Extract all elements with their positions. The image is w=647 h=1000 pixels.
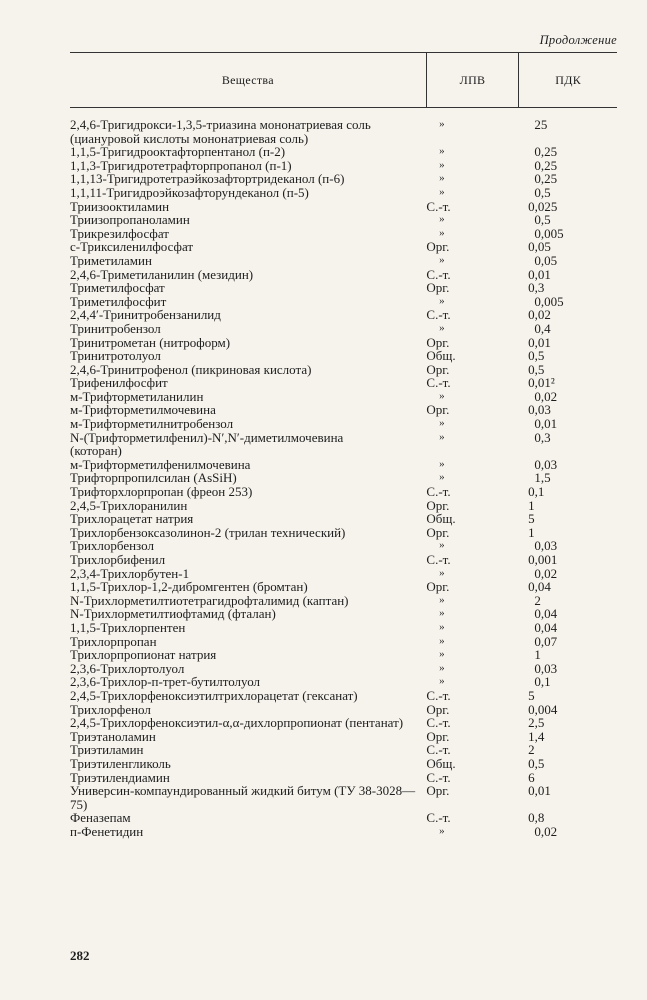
substance-name: с-Триксиленилфосфат — [70, 239, 194, 255]
table-row — [70, 662, 617, 676]
substance-name: 2,4,6-Тригидрокси-1,3,5-триазина мононатриевая соль (циануровой кислоты мононатриевая соль) — [70, 117, 371, 146]
pdk-value: 2,5 — [528, 715, 545, 731]
substance-name: N-Трихлорметилтиофтамид (фталан) — [70, 606, 276, 622]
lpv-value: Общ. — [426, 348, 456, 364]
substance-name: м-Трифторметилнитробензол — [70, 416, 234, 432]
lpv-value: » — [439, 620, 445, 633]
table-row — [70, 254, 617, 268]
substance-name: Трикрезилфосфат — [70, 225, 169, 241]
substance-name: 1,1,5-Трихлор-1,2-дибромгентен (бромтан) — [70, 579, 308, 595]
lpv-value: » — [439, 172, 445, 185]
substance-name: Тринитробензол — [70, 320, 161, 336]
table-row — [70, 227, 617, 241]
substance-name: Трихлорбифенил — [70, 552, 166, 567]
table-row — [70, 730, 617, 744]
lpv-value: » — [439, 158, 445, 171]
lpv-value: Орг. — [426, 497, 450, 513]
pdk-value: 0,1 — [528, 484, 545, 500]
pdk-value: 0,04 — [528, 579, 551, 595]
page-number: 282 — [70, 948, 90, 963]
continuation-label: Продолжение — [539, 33, 617, 47]
pdk-value: 0,03 — [528, 402, 551, 418]
lpv-value: Орг. — [426, 728, 450, 744]
table-row — [70, 403, 617, 417]
table-row — [70, 308, 617, 322]
lpv-value: » — [439, 648, 445, 661]
substance-name: п-Фенетидин — [70, 823, 144, 839]
lpv-value: С.-т. — [426, 742, 451, 758]
pdk-value: 2 — [528, 742, 535, 758]
lpv-value: Орг. — [426, 701, 450, 717]
pdk-value: 0,1 — [534, 674, 551, 690]
table-row — [70, 281, 617, 295]
pdk-value: 0,02 — [534, 565, 558, 581]
table-row — [70, 621, 617, 635]
pdk-value: 1,5 — [534, 470, 551, 486]
table-row — [70, 675, 617, 689]
lpv-value: Орг. — [426, 334, 450, 350]
table-row — [70, 458, 617, 472]
table-header — [70, 52, 617, 108]
lpv-value: » — [439, 675, 445, 688]
substance-name: Трифенилфосфит — [70, 375, 168, 391]
pdk-value: 0,5 — [528, 361, 545, 377]
table-row — [70, 512, 617, 526]
substance-name: N-Трихлорметилтиотетрагидрофталимид (каптан) — [70, 592, 349, 608]
pdk-value: 0,25 — [534, 144, 558, 160]
table-body — [70, 118, 617, 838]
pdk-value: 6 — [528, 769, 535, 785]
lpv-value: С.-т. — [426, 769, 451, 785]
lpv-value: С.-т. — [426, 484, 451, 500]
substance-name: Триметилфосфит — [70, 293, 167, 309]
substance-name: 2,4,4′-Тринитробензанилид — [70, 307, 221, 323]
table-row — [70, 186, 617, 200]
pdk-value: 0,8 — [528, 810, 545, 826]
substance-name: 2,4,6-Тринитрофенол (пикриновая кислота) — [70, 361, 312, 377]
table-row — [70, 363, 617, 377]
substance-name: Феназепам — [70, 810, 131, 826]
substance-name: 1,1,5-Тригидрооктафторпентанол (п-2) — [70, 144, 286, 160]
pdk-value: 5 — [528, 687, 535, 703]
substance-name: Тринитротолуол — [70, 348, 161, 364]
table-row — [70, 172, 617, 186]
lpv-value: Общ. — [426, 511, 456, 527]
lpv-value: Орг. — [426, 783, 450, 799]
substance-name: 2,3,4-Трихлорбутен-1 — [70, 565, 190, 581]
table-row — [70, 200, 617, 214]
lpv-value: С.-т. — [426, 198, 451, 214]
lpv-value: Орг. — [426, 280, 450, 296]
pdk-value: 0,025 — [528, 198, 558, 214]
substance-name: Трихлорбензол — [70, 538, 154, 554]
substance-name: 1,1,3-Тригидротетрафторпропанол (п-1) — [70, 157, 292, 173]
substance-name: Трихлорпропан — [70, 633, 157, 649]
substance-name: м-Трифторметиланилин — [70, 388, 204, 404]
table-row — [70, 268, 617, 282]
pdk-value: 0,05 — [534, 252, 558, 268]
lpv-value: Орг. — [426, 402, 450, 418]
table-row — [70, 336, 617, 350]
table-row — [70, 689, 617, 703]
pdk-value: 0,005 — [534, 225, 564, 241]
pdk-value: 0,25 — [534, 157, 558, 173]
table-row — [70, 716, 617, 730]
lpv-value: Орг. — [426, 239, 450, 255]
table-row — [70, 322, 617, 336]
substance-name: N-(Трифторметилфенил)-N′,N′-диметилмочевина (которан) — [70, 429, 344, 459]
table-row — [70, 431, 617, 458]
table-row — [70, 771, 617, 785]
table-row — [70, 349, 617, 363]
substance-name: Триизооктиламин — [70, 198, 170, 214]
table-row — [70, 376, 617, 390]
table-row — [70, 145, 617, 159]
lpv-value: » — [439, 471, 445, 484]
pdk-value: 0,004 — [528, 701, 558, 717]
lpv-value: » — [439, 430, 445, 443]
lpv-value: » — [439, 321, 445, 334]
substance-name: 1,1,5-Трихлорпентен — [70, 619, 186, 635]
pdk-value: 0,07 — [534, 633, 558, 649]
lpv-value: » — [439, 824, 445, 837]
pdk-value: 0,02 — [534, 823, 558, 839]
substance-name: Трифторпропилсилан (AsSiH) — [70, 470, 237, 486]
substance-name: Триметиламин — [70, 252, 152, 268]
pdk-value: 0,02 — [528, 307, 551, 323]
table-row — [70, 499, 617, 513]
lpv-value: Орг. — [426, 579, 450, 595]
lpv-value: » — [439, 253, 445, 266]
lpv-value: » — [439, 593, 445, 606]
lpv-value: » — [439, 457, 445, 470]
lpv-value: » — [439, 539, 445, 552]
substance-name: Триэтаноламин — [70, 728, 156, 744]
table-row — [70, 240, 617, 254]
substance-name: 1,1,13-Тригидротетраэйкозафтортридеканол (п-6) — [70, 171, 345, 187]
substance-name: м-Трифторметилмочевина — [70, 402, 216, 418]
substance-name: 2,4,5-Трихлорфеноксиэтил-α,α-дихлорпропионат (пентанат) — [70, 715, 404, 731]
substance-name: м-Трифторметилфенилмочевина — [70, 456, 251, 472]
table-row — [70, 539, 617, 553]
lpv-value: С.-т. — [426, 307, 451, 323]
substance-name: Трихлорбензоксазолинон-2 (трилан технический) — [70, 524, 346, 540]
substance-name: Тринитрометан (нитроформ) — [70, 334, 231, 350]
table-row — [70, 594, 617, 608]
substance-name: Триизопропаноламин — [70, 212, 190, 228]
pdk-value: 0,001 — [528, 552, 558, 567]
pdk-value: 0,5 — [528, 755, 545, 771]
table-row — [70, 703, 617, 717]
pdk-value: 0,005 — [534, 293, 564, 309]
lpv-value: » — [439, 294, 445, 307]
table-row — [70, 607, 617, 621]
substance-name: Триметилфосфат — [70, 280, 165, 296]
pdk-value: 0,03 — [534, 538, 558, 554]
substance-name: Триэтиламин — [70, 742, 144, 758]
lpv-value: Орг. — [426, 524, 450, 540]
lpv-value: » — [439, 213, 445, 226]
table-row — [70, 213, 617, 227]
lpv-value: » — [439, 661, 445, 674]
pdk-value: 1,4 — [528, 728, 545, 744]
table-row — [70, 784, 617, 811]
pdk-value: 0,02 — [534, 388, 558, 404]
pdk-value: 0,01 — [528, 334, 551, 350]
column-header-lpv: ЛПВ — [427, 53, 520, 107]
table-row — [70, 417, 617, 431]
substance-name: Трихлорфенол — [70, 701, 151, 717]
pdk-value: 1 — [528, 524, 535, 540]
table-row — [70, 580, 617, 594]
table-row — [70, 743, 617, 757]
lpv-value: » — [439, 226, 445, 239]
pdk-value: 1 — [534, 647, 541, 663]
substance-name: 2,3,6-Трихлор-п-трет-бутилтолуол — [70, 674, 261, 690]
pdk-value: 5 — [528, 511, 535, 527]
lpv-value: » — [439, 634, 445, 647]
pdk-value: 0,3 — [534, 429, 551, 445]
pdk-value: 0,01 — [534, 416, 558, 432]
lpv-value: С.-т. — [426, 810, 451, 826]
substances-table — [70, 52, 617, 838]
pdk-value: 0,03 — [534, 660, 558, 676]
column-header-pdk: ПДК — [555, 72, 582, 87]
lpv-value: С.-т. — [426, 687, 451, 703]
lpv-value: » — [439, 145, 445, 158]
table-row — [70, 553, 617, 567]
substance-name: 1,1,11-Тригидроэйкозафторундеканол (п-5) — [70, 184, 309, 200]
pdk-value: 0,04 — [534, 606, 558, 622]
column-header-substances: Вещества — [70, 53, 427, 107]
substance-name: 2,3,6-Трихлортолуол — [70, 660, 185, 676]
substance-name: 2,4,5-Трихлоранилин — [70, 497, 188, 513]
pdk-value: 0,01² — [528, 375, 555, 391]
lpv-value: С.-т. — [426, 375, 451, 391]
pdk-value: 0,04 — [534, 619, 558, 635]
substance-name: Трихлорацетат натрия — [70, 511, 194, 527]
table-row — [70, 295, 617, 309]
pdk-value: 0,05 — [528, 239, 551, 255]
lpv-value: Общ. — [426, 755, 456, 771]
lpv-value: Орг. — [426, 361, 450, 377]
pdk-value: 1 — [528, 497, 535, 513]
lpv-value: » — [439, 185, 445, 198]
lpv-value: » — [439, 389, 445, 402]
lpv-value: С.-т. — [426, 266, 451, 282]
pdk-value: 0,01 — [528, 266, 551, 282]
table-row — [70, 159, 617, 173]
pdk-value: 0,03 — [534, 456, 558, 472]
substance-name: Трихлорпропионат натрия — [70, 647, 217, 663]
table-row — [70, 757, 617, 771]
table-row — [70, 526, 617, 540]
substance-name: Триэтилендиамин — [70, 769, 170, 785]
lpv-value: » — [439, 607, 445, 620]
table-row — [70, 390, 617, 404]
lpv-value: » — [439, 417, 445, 430]
pdk-value: 0,4 — [534, 320, 551, 336]
substance-name: 2,4,6-Триметиланилин (мезидин) — [70, 266, 254, 282]
lpv-value: С.-т. — [426, 715, 451, 731]
pdk-value: 25 — [534, 117, 548, 132]
pdk-value: 0,25 — [534, 171, 558, 187]
lpv-value: С.-т. — [426, 552, 451, 567]
lpv-value: » — [439, 566, 445, 579]
table-row — [70, 811, 617, 825]
substance-name: 2,4,5-Трихлорфеноксиэтилтрихлорацетат (гексанат) — [70, 687, 358, 703]
table-row — [70, 471, 617, 485]
table-row — [70, 567, 617, 581]
table-row — [70, 825, 617, 839]
table-row — [70, 635, 617, 649]
pdk-value: 0,01 — [528, 783, 551, 799]
table-row — [70, 485, 617, 499]
substance-name: Триэтиленгликоль — [70, 755, 171, 771]
pdk-value: 0,5 — [534, 212, 551, 228]
table-row — [70, 118, 617, 145]
pdk-value: 0,3 — [528, 280, 545, 296]
table-row — [70, 648, 617, 662]
pdk-value: 0,5 — [528, 348, 545, 364]
pdk-value: 0,5 — [534, 184, 551, 200]
substance-name: Трифторхлорпропан (фреон 253) — [70, 484, 253, 500]
lpv-value: » — [439, 118, 445, 130]
substance-name: Универсин-компаундированный жидкий битум (ТУ 38-3028—75) — [70, 783, 416, 812]
pdk-value: 2 — [534, 592, 541, 608]
